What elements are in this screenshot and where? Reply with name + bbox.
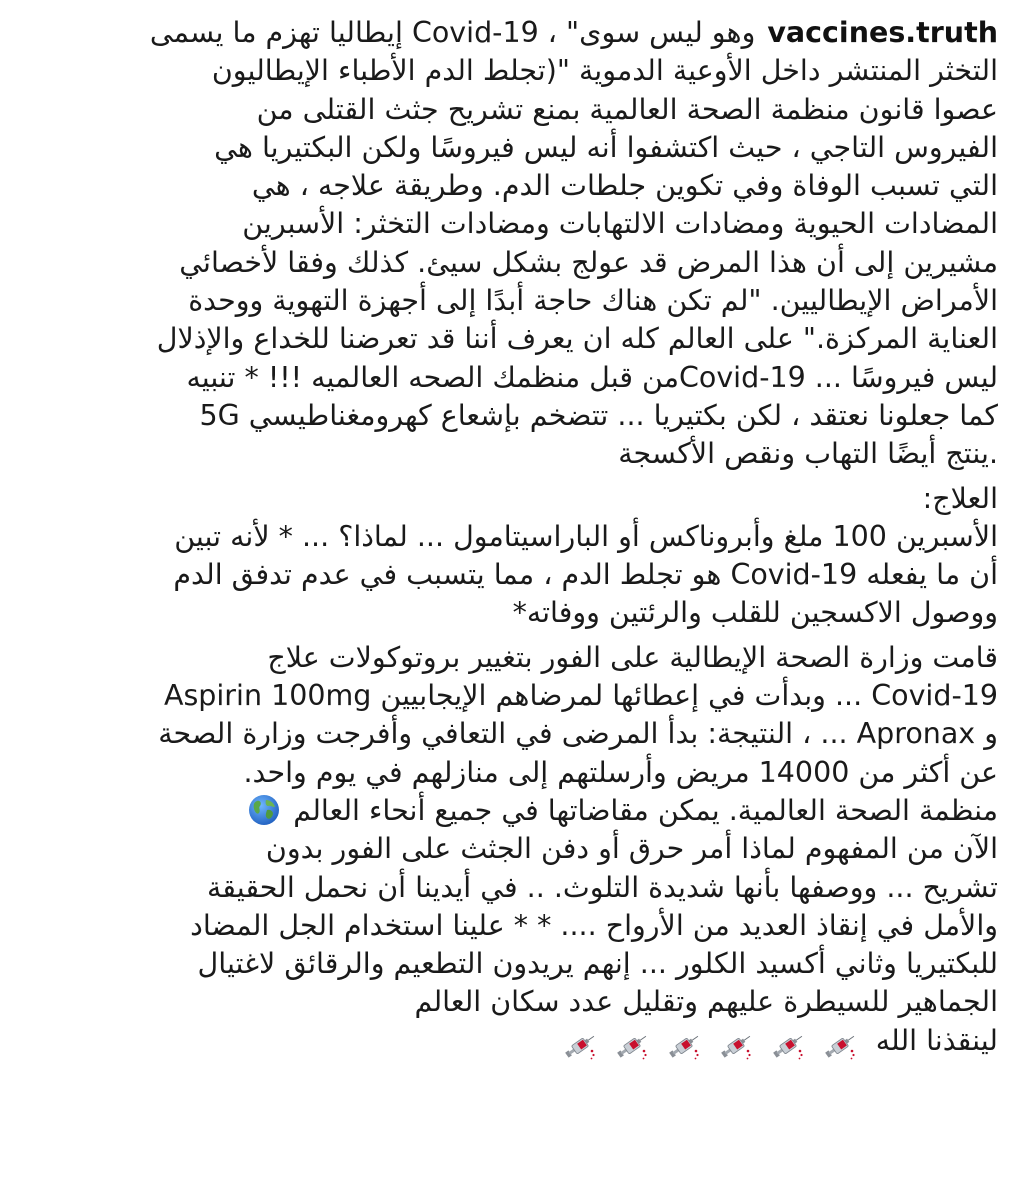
caption-line: تشريح ... ووصفها بأنها شديدة التلوث. .. في أيدينا أن نحمل الحقيقة: [207, 870, 998, 904]
caption-line: .ينتج أيضًا التهاب ونقص الأكسجة: [618, 437, 998, 471]
caption-line: أن ما يفعله Covid-19 هو تجلط الدم ، مما يتسبب في عدم تدفق الدم: [173, 558, 998, 592]
caption-text: لينقذنا الله: [875, 1023, 998, 1057]
username-link[interactable]: vaccines.truth: [767, 16, 998, 49]
caption-line: الأمراض الإيطاليين. "لم تكن هناك حاجة أبدًا إلى أجهزة التهوية ووحدة: [188, 284, 998, 318]
caption-line: المضادات الحيوية ومضادات الالتهابات ومضادات التخثر: الأسبرين: [242, 207, 998, 241]
caption-line: عصوا قانون منظمة الصحة العالمية بمنع تشريح جثث القتلى من: [256, 92, 998, 126]
caption-line: [26, 792, 998, 830]
caption-line: الفيروس التاجي ، حيث اكتشفوا أنه ليس فيروسًا ولكن البكتيريا هي: [214, 130, 998, 164]
caption-text: وهو ليس سوى" ،: [547, 16, 756, 49]
caption-line: ووصول الاكسجين للقلب والرئتين ووفاته*: [512, 596, 998, 630]
syringe-icon: [614, 1031, 650, 1061]
caption-line: الآن من المفهوم لماذا أمر حرق أو دفن الجثث على الفور بدون: [265, 832, 998, 866]
globe-icon: [248, 794, 280, 826]
caption-line: قامت وزارة الصحة الإيطالية على الفور بتغيير بروتوكولات علاج: [267, 640, 998, 674]
caption-line: الأسبرين 100 ملغ وأبروناكس أو الباراسيتامول ... لماذا؟ ... * لأنه تبين: [174, 519, 998, 553]
caption-text: Covid-19 إيطاليا تهزم ما يسمى: [149, 16, 539, 49]
caption-line: كما جعلونا نعتقد ، لكن بكتيريا ... تتضخم بإشعاع كهرومغناطيسي 5G: [199, 398, 998, 432]
caption-line: للبكتيريا وثاني أكسيد الكلور ... إنهم يريدون التطعيم والرقائق لاغتيال: [197, 947, 998, 981]
caption-line: [26, 14, 998, 52]
caption-line: Covid-19 ... وبدأت في إعطائها لمرضاهم الإيجابيين Aspirin 100mg: [163, 679, 998, 713]
syringe-icon: [770, 1031, 806, 1061]
caption-paragraph-3: [26, 639, 998, 1064]
caption-line: الجماهير للسيطرة عليهم وتقليل عدد سكان العالم: [414, 985, 998, 1019]
syringe-icon: [666, 1031, 702, 1061]
caption-line: ليس فيروسًا ... Covid-19من قبل منظمك الصحه العالميه !!! * تنبيه: [186, 360, 998, 394]
syringe-icon: [718, 1031, 754, 1061]
caption-line: عن أكثر من 14000 مريض وأرسلتهم إلى منازلهم في يوم واحد.: [243, 755, 998, 789]
caption-text: منظمة الصحة العالمية. يمكن مقاضاتها في جميع أنحاء العالم: [293, 793, 998, 827]
caption-line: العناية المركزة." على العالم كله ان يعرف أننا قد تعرضنا للخداع والإذلال: [156, 322, 998, 356]
caption-line: التي تسبب الوفاة وفي تكوين جلطات الدم. وطريقة علاجه ، هي: [251, 169, 998, 203]
caption-heading: العلاج:: [922, 481, 998, 515]
syringe-icon: [562, 1031, 598, 1061]
caption-paragraph-2: [26, 480, 998, 633]
caption-line: والأمل في إنقاذ العديد من الأرواح .... * * علينا استخدام الجل المضاد: [190, 908, 998, 942]
caption-line: التخثر المنتشر داخل الأوعية الدموية "(تجلط الدم الأطباء الإيطاليون: [211, 54, 998, 88]
caption-line: و Apronax ... ، النتيجة: بدأ المرضى في التعافي وأفرجت وزارة الصحة: [158, 717, 998, 751]
syringe-emoji-row: [554, 1026, 866, 1064]
caption-line: [26, 1022, 998, 1064]
post-caption: [26, 14, 998, 1194]
caption-line: مشيرين إلى أن هذا المرض قد عولج بشكل سيئ. كذلك وفقا لأخصائي: [179, 245, 998, 279]
syringe-icon: [822, 1031, 858, 1061]
caption-paragraph-1: [26, 14, 998, 474]
